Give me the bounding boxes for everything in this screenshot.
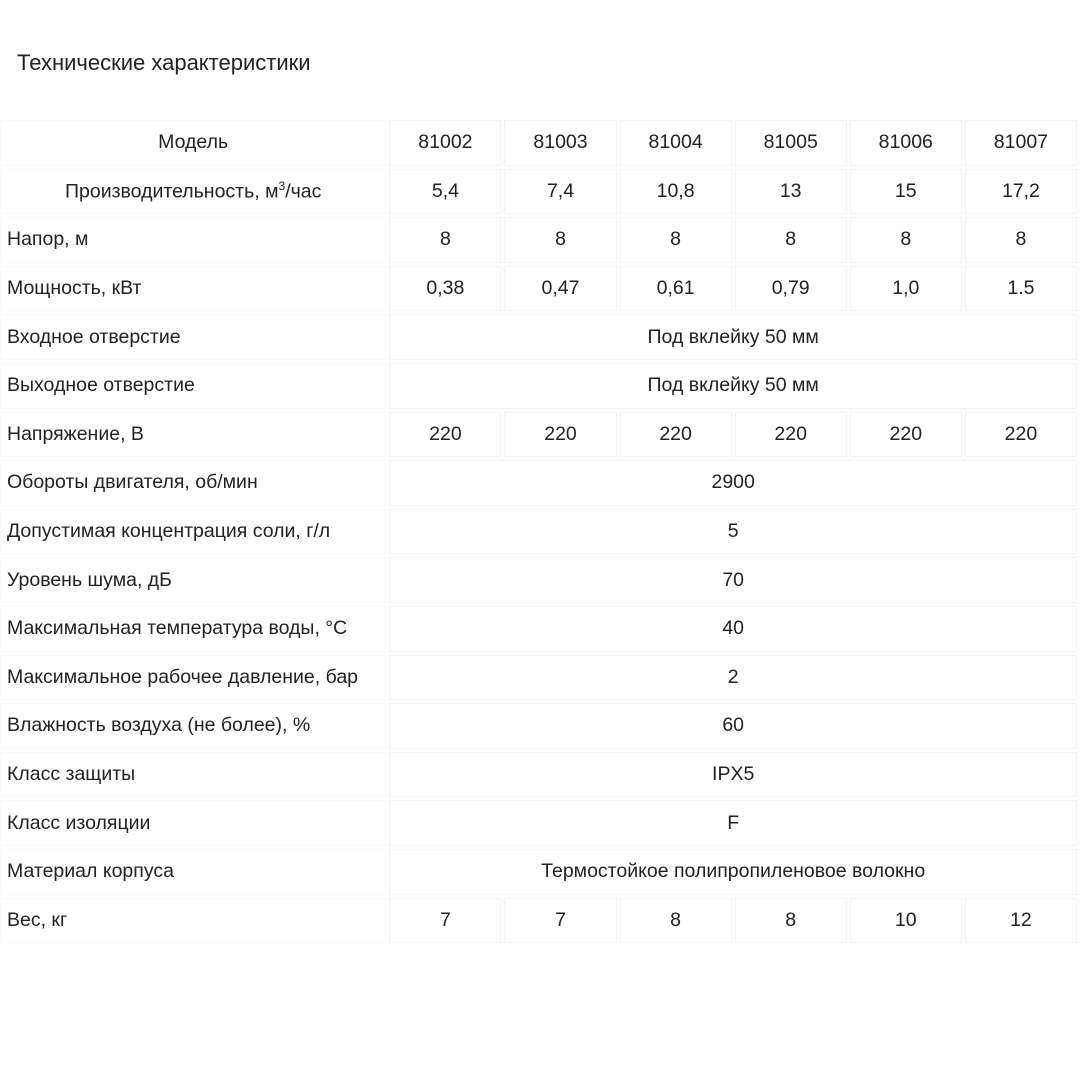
row-label: Класс защиты [0,752,386,798]
value-cell: 15 [850,169,962,215]
page-title: Технические характеристики [17,50,311,75]
model-header-cell: 81007 [965,120,1077,166]
row-label: Вес, кг [0,898,386,944]
row-label: Напор, м [0,217,386,263]
row-label: Максимальное рабочее давление, бар [0,655,386,701]
value-cell: 220 [735,412,847,458]
merged-value-cell: Под вклейку 50 мм [389,363,1077,409]
table-row [0,849,1077,895]
table-row [0,898,1077,944]
row-label-suffix: /час [285,180,322,203]
value-cell: 0,47 [504,266,616,312]
value-cell: 0,38 [389,266,501,312]
value-cell: 10 [850,898,962,944]
table-row [0,655,1077,701]
table-row [0,606,1077,652]
row-label-text: Производительность, м [64,180,279,203]
row-label: Максимальная температура воды, °С [0,606,386,652]
value-cell: 8 [389,217,501,263]
value-cell: 220 [620,412,732,458]
table-row [0,412,1077,458]
value-cell: 8 [504,217,616,263]
value-cell: 8 [735,217,847,263]
row-label: Материал корпуса [0,849,386,895]
table-row [0,460,1077,506]
model-header-cell: 81003 [504,120,616,166]
row-label: Входное отверстие [0,314,386,360]
model-header-cell: 81002 [389,120,501,166]
table-row [0,800,1077,846]
row-label: Допустимая концентрация соли, г/л [0,509,386,555]
value-cell: 0,79 [735,266,847,312]
superscript: 3 [278,179,286,194]
row-label: Уровень шума, дБ [0,557,386,603]
value-cell: 10,8 [620,169,732,215]
merged-value-cell: Под вклейку 50 мм [389,314,1077,360]
value-cell: 220 [850,412,962,458]
table-row [0,266,1077,312]
merged-value-cell: 2900 [389,460,1077,506]
table-row [0,217,1077,263]
table-row [0,703,1077,749]
model-header-cell: 81006 [850,120,962,166]
value-cell: 220 [389,412,501,458]
merged-value-cell: 60 [389,703,1077,749]
merged-value-cell: IPX5 [389,752,1077,798]
value-cell: 8 [620,898,732,944]
row-label: Влажность воздуха (не более), % [0,703,386,749]
value-cell: 1,0 [850,266,962,312]
value-cell: 7 [389,898,501,944]
row-label: Выходное отверстие [0,363,386,409]
value-cell: 1.5 [965,266,1077,312]
value-cell: 7 [504,898,616,944]
merged-value-cell: 5 [389,509,1077,555]
value-cell: 12 [965,898,1077,944]
value-cell: 8 [965,217,1077,263]
model-header-cell: 81005 [735,120,847,166]
row-label [0,169,386,215]
merged-value-cell: 40 [389,606,1077,652]
value-cell: 17,2 [965,169,1077,215]
value-cell: 0,61 [620,266,732,312]
row-label: Обороты двигателя, об/мин [0,460,386,506]
table-row [0,557,1077,603]
value-cell: 220 [504,412,616,458]
merged-value-cell: 2 [389,655,1077,701]
specs-table [0,117,1080,946]
table-row [0,169,1077,215]
header-row [0,120,1077,166]
value-cell: 8 [620,217,732,263]
row-label: Мощность, кВт [0,266,386,312]
value-cell: 13 [735,169,847,215]
value-cell: 5,4 [389,169,501,215]
value-cell: 7,4 [504,169,616,215]
row-label: Напряжение, В [0,412,386,458]
table-row [0,752,1077,798]
row-label: Класс изоляции [0,800,386,846]
table-row [0,509,1077,555]
table-row [0,314,1077,360]
merged-value-cell: F [389,800,1077,846]
model-header-label: Модель [0,120,386,166]
merged-value-cell: 70 [389,557,1077,603]
value-cell: 220 [965,412,1077,458]
merged-value-cell: Термостойкое полипропиленовое волокно [389,849,1077,895]
value-cell: 8 [850,217,962,263]
table-row [0,363,1077,409]
value-cell: 8 [735,898,847,944]
model-header-cell: 81004 [620,120,732,166]
